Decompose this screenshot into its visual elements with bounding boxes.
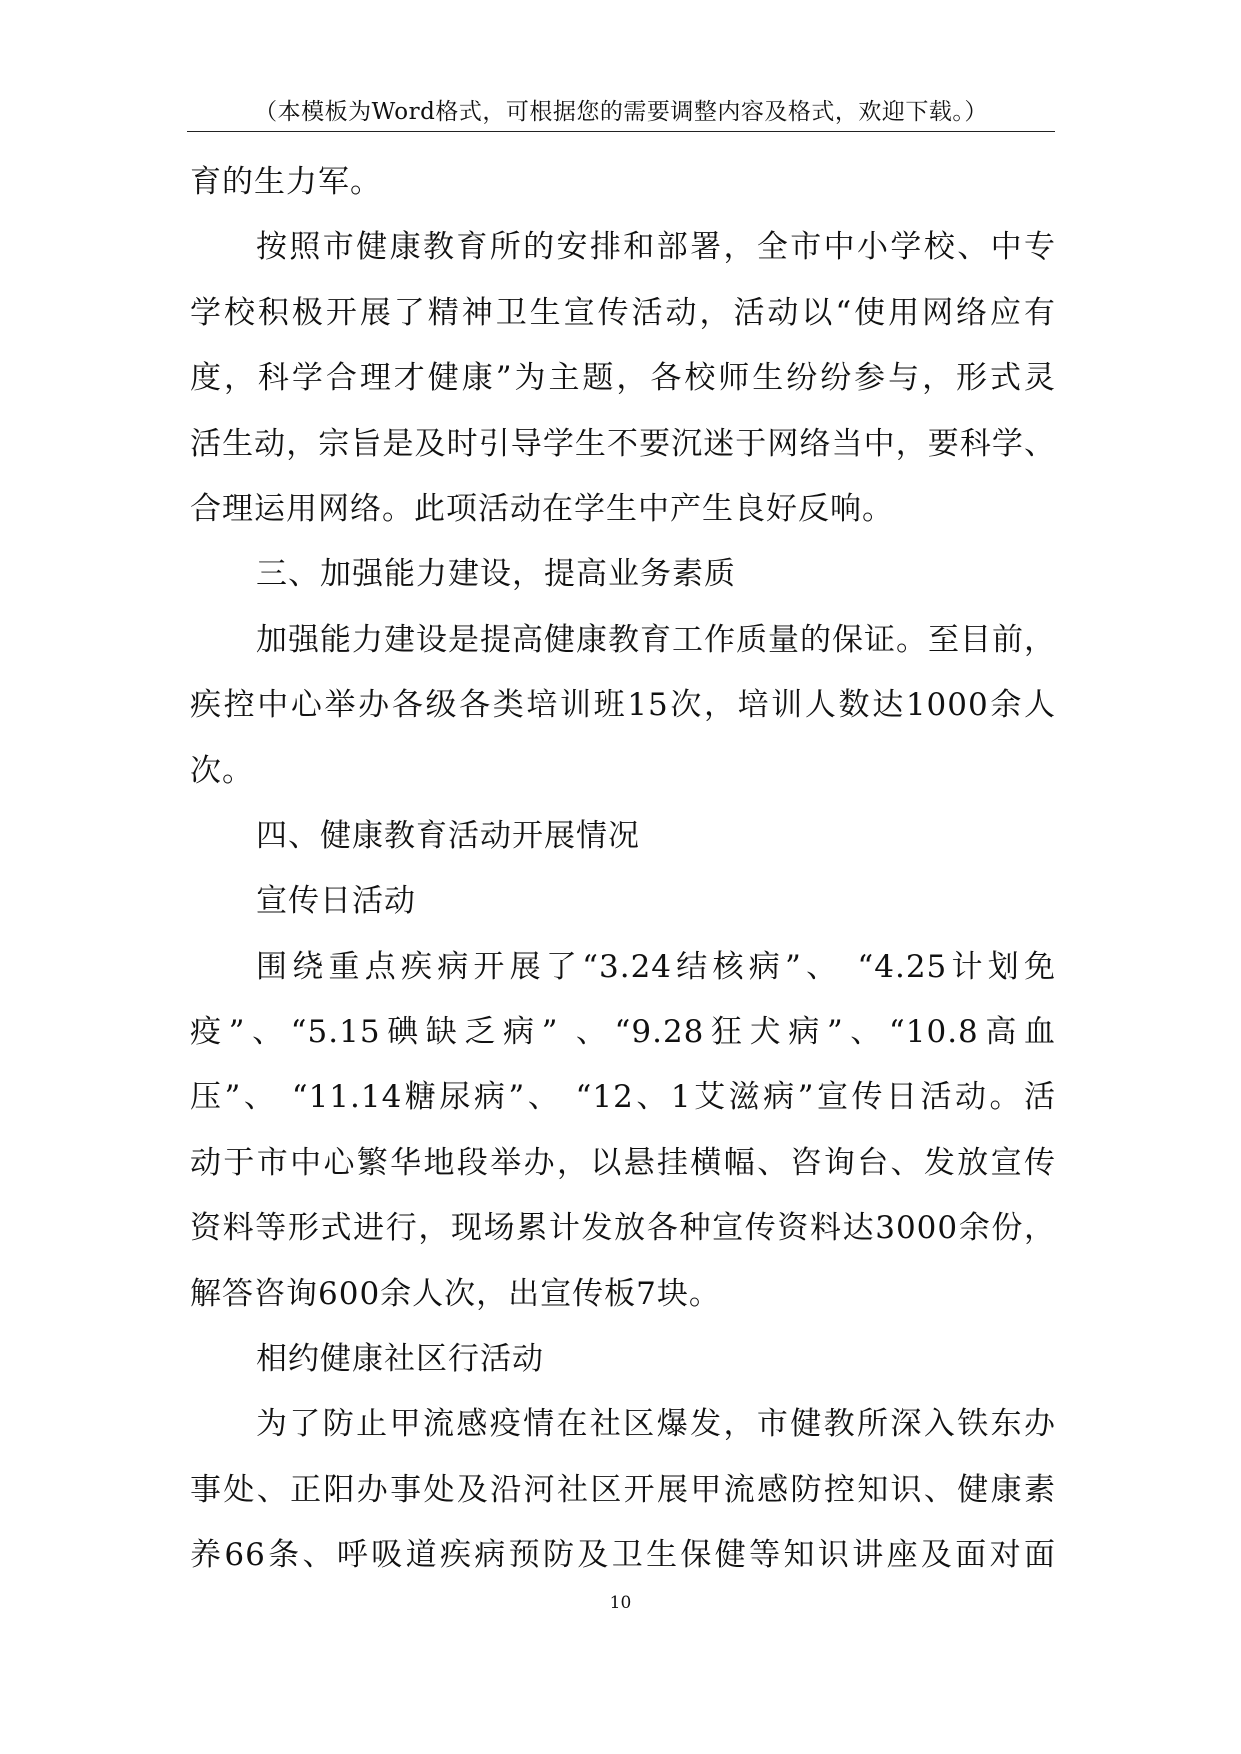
section-heading: 三、加强能力建设，提高业务素质 [256, 556, 736, 593]
text-line: 事处、正阳办事处及沿河社区开展甲流感防控知识、健康素 [190, 1471, 1056, 1508]
text-line: 次。 [190, 752, 254, 789]
text-line: 合理运用网络。此项活动在学生中产生良好反响。 [190, 490, 894, 527]
text-line: 活生动，宗旨是及时引导学生不要沉迷于网络当中，要科学、 [190, 425, 1056, 462]
subsection-heading: 宣传日活动 [256, 883, 416, 920]
paragraph-first-line: 按照市健康教育所的安排和部署，全市中小学校、中专 [256, 229, 1056, 266]
paragraph-first-line: 加强能力建设是提高健康教育工作质量的保证。至目前， [256, 621, 1056, 658]
page-number: 10 [609, 1593, 632, 1613]
paragraph-first-line: 围绕重点疾病开展了“3.24结核病”、 “4.25计划免 [256, 948, 1056, 985]
header-note: （本模板为Word格式，可根据您的需要调整内容及格式，欢迎下载。） [254, 99, 988, 125]
document-body [190, 150, 1056, 1589]
subsection-heading: 相约健康社区行活动 [256, 1341, 544, 1378]
section-heading: 四、健康教育活动开展情况 [256, 817, 640, 854]
text-line: 养66条、呼吸道疾病预防及卫生保健等知识讲座及面对面 [190, 1537, 1056, 1574]
text-line: 解答咨询600余人次，出宣传板7块。 [190, 1275, 721, 1312]
header-divider [187, 131, 1055, 132]
text-line: 疾控中心举办各级各类培训班15次，培训人数达1000余人 [190, 687, 1056, 724]
text-line: 度，科学合理才健康”为主题，各校师生纷纷参与，形式灵 [190, 360, 1056, 397]
text-line: 疫”、“5.15碘缺乏病” 、“9.28狂犬病”、“10.8高血 [190, 1014, 1056, 1051]
paragraph-first-line: 为了防止甲流感疫情在社区爆发，市健教所深入铁东办 [256, 1406, 1056, 1443]
text-line: 育的生力军。 [190, 164, 382, 200]
text-line: 资料等形式进行，现场累计发放各种宣传资料达3000余份， [190, 1210, 1056, 1247]
text-line: 压”、 “11.14糖尿病”、 “12、1艾滋病”宣传日活动。活 [190, 1079, 1056, 1116]
page-header [187, 92, 1055, 132]
text-line: 动于市中心繁华地段举办，以悬挂横幅、咨询台、发放宣传 [190, 1144, 1056, 1181]
text-line: 学校积极开展了精神卫生宣传活动，活动以“使用网络应有 [190, 294, 1056, 331]
